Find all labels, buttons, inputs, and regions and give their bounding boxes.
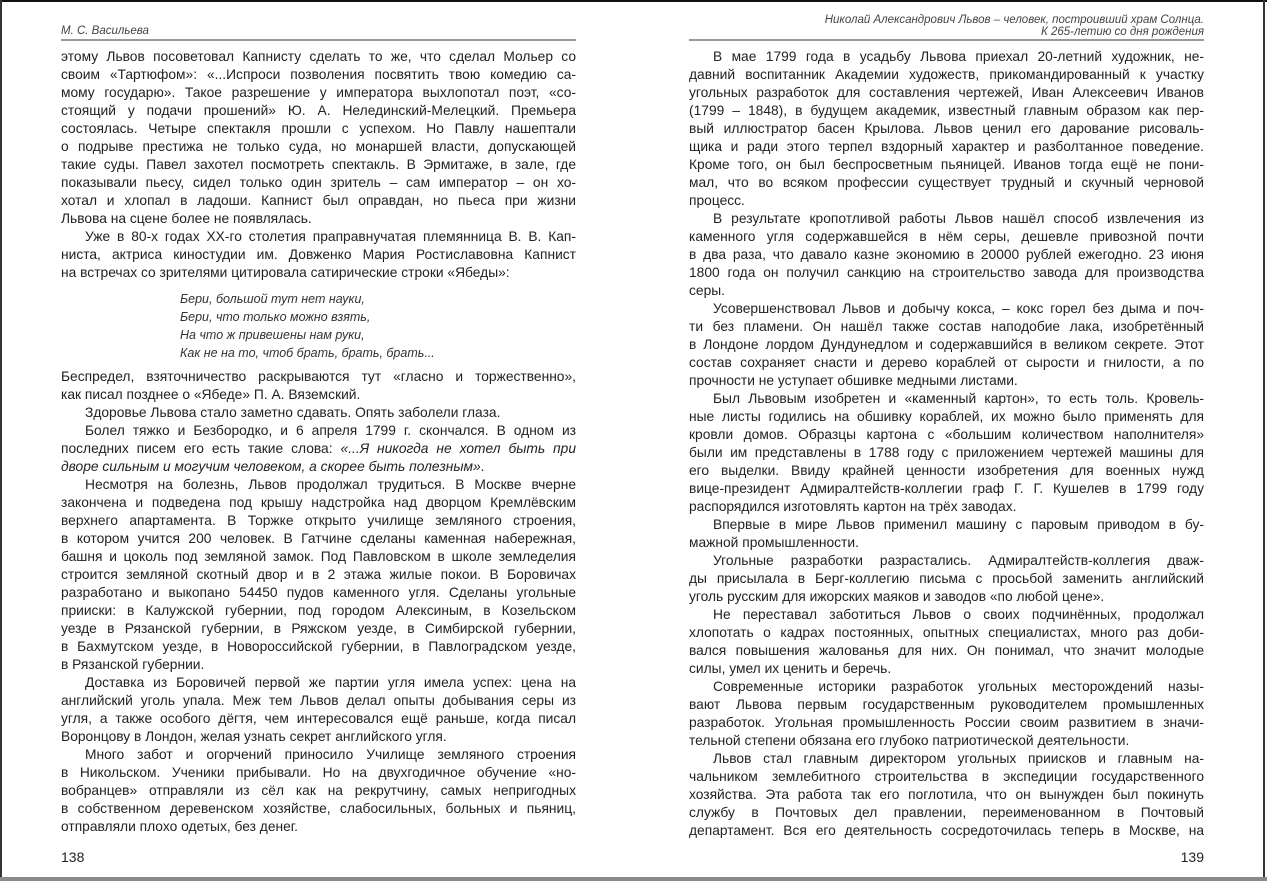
- text-line: английский уголь упала. Меж тем Львов делал опыты добывания серы из: [61, 693, 576, 708]
- text-line: хотал и хлопал в ладоши. Капнист был оправдан, но пьеса при жизни: [61, 193, 576, 208]
- paragraph: [689, 210, 1204, 300]
- text-line: серы.: [689, 283, 725, 298]
- text-line: башня и цоколь под земляной замок. Под Павловском в школе земледелия: [61, 549, 576, 564]
- window-right-border: [1263, 0, 1265, 881]
- italic-quote-segment: дворе сильным и могучим человеком, а скорее быть полезным»: [61, 459, 481, 474]
- text-line: закончена и подведена под крышу надстройка над дворцом Кремлёвским: [61, 495, 576, 510]
- text-line: Беспредел, взяточничество раскрываются тут «гласно и торжественно»,: [61, 369, 576, 384]
- text-line: Несмотря на болезнь, Львов продолжал трудиться. В Москве вчерне: [85, 477, 576, 492]
- page-number: 138: [61, 849, 85, 865]
- text-line: в два раза, что давало казне экономию в 20000 рублей ежегодно. 23 июня: [689, 247, 1204, 262]
- text-line: прочности не уступает обшивке медными листами.: [689, 373, 1018, 388]
- text-line: угольных разработок для составления чертежей, Иван Алексеевич Иванов: [689, 85, 1204, 100]
- text-line: Много забот и огорчений приносило Училище земляного строения: [85, 747, 576, 762]
- text-line: мал, что во всяком профессии существует трудный и скучный черновой: [689, 175, 1204, 190]
- text-line: в Лондоне лордом Дундунедлом и содержавшийся в великом секрете. Этот: [689, 337, 1204, 352]
- paragraph: [689, 300, 1204, 390]
- text-line: ные листы годились на обшивку кораблей, их можно было применять для: [689, 409, 1204, 424]
- text-line: верхнего апартамента. В Торжке открыто училище земляного строения,: [61, 513, 576, 528]
- text-line: уезде в Рязанской губернии, в Ряжском уезде, в Симбирской губернии,: [61, 621, 576, 636]
- text-line: состоялась. Четыре спектакля прошли с успехом. Но Павлу нашептали: [61, 121, 576, 136]
- text-line: вый иллюстратор басен Крылова. Львов ценил его дарование рисоваль-: [689, 121, 1204, 136]
- text-line: на встречах со зрителями цитировала сатирические строки «Ябеды»:: [61, 265, 510, 280]
- text-segment: последних писем его есть такие слова:: [61, 441, 341, 456]
- text-line: 1800 года он получил санкцию на строительство завода для производства: [689, 265, 1204, 280]
- text-line: ти без пламени. Он нашёл также состав наподобие лака, изобретённый: [689, 319, 1204, 334]
- poem-line: Бери, что только можно взять,: [180, 310, 371, 324]
- text-line: Угольные разработки разрастались. Адмиралтейств-коллегия дваж-: [713, 553, 1204, 568]
- page-right: [689, 0, 1204, 878]
- text-line: отправляли плохо одетых, без денег.: [61, 819, 298, 834]
- text-line: вают Львова первым государственным руководителем промышленных: [689, 697, 1204, 712]
- header-rule: [61, 39, 576, 41]
- paragraph: [689, 390, 1204, 516]
- running-head-author: М. С. Васильева: [61, 25, 149, 37]
- text-line: уголь русским для ижорских маяков и заводов «по любой цене».: [689, 589, 1105, 604]
- text-line: Усовершенствовал Львов и добычу кокса, – кокс горел без дыма и поч-: [713, 301, 1204, 316]
- text-line: вице-президент Адмиралтейств-коллегии граф Г. Г. Кушелев в 1799 году: [689, 481, 1204, 496]
- text-line: показывали пьесу, сидел только один зритель – сам император – он хо-: [61, 175, 576, 190]
- text-line: Здоровье Львова стало заметно сдавать. Опять заболели глаза.: [85, 405, 501, 420]
- text-line: разработано и выкопано 54450 пудов каменного угля. Сделаны угольные: [61, 585, 576, 600]
- paragraph: [61, 746, 576, 836]
- text-line: Болел тяжко и Безбородко, и 6 апреля 1799 г. скончался. В одном из: [85, 423, 576, 438]
- text-line: щика и ради этого терпел вздорный характер и разболтанное поведение.: [689, 139, 1204, 154]
- text-line: о подрыве престижа не только суда, но монаршей власти, допускающей: [61, 139, 576, 154]
- paragraph: [61, 476, 576, 674]
- text-line: в Рязанской губернии.: [61, 657, 205, 672]
- running-head-title-line: Николай Александрович Львов – человек, построивший храм Солнца.: [824, 14, 1204, 26]
- text-line: [61, 440, 576, 458]
- text-line: строится земляной скотный двор и в 2 этажа жилые покои. В Боровичах: [61, 567, 576, 582]
- text-line: ды присылала в Берг-коллегию письма с просьбой заменить английский: [689, 571, 1204, 586]
- text-line: прииски: в Калужской губернии, под городом Алексиным, в Козельском: [61, 603, 576, 618]
- text-line: стоящий у подачи прошений» Ю. А. Нелединский-Мелецкий. Премьера: [61, 103, 576, 118]
- text-line: были им представлены в 1788 году с приложением чертежей машины для: [689, 445, 1204, 460]
- text-line: мому государю». Такое разрешение у императора выхлопотал поэт, «со-: [61, 85, 576, 100]
- poem-quote: [180, 290, 576, 362]
- paragraph: [689, 606, 1204, 678]
- text-line: [61, 458, 576, 476]
- text-line: кровли домов. Образцы картона с «большим количеством наполнителя»: [689, 427, 1204, 442]
- text-line: состав сохраняет снасти и дерево кораблей от сырости и гнилости, а по: [689, 355, 1204, 370]
- text-segment: .: [480, 459, 485, 474]
- paragraph: [61, 422, 576, 476]
- text-line: Львова на сцене более не появлялась.: [61, 211, 312, 226]
- text-line: распорядился изготовлять картон на трёх заводах.: [689, 499, 1017, 514]
- text-line: своим «Тартюфом»: «...Испроси позволения посвятить твою комедию са-: [61, 67, 576, 82]
- text-line: давний воспитанник Академии художеств, прикомандированный к участку: [689, 67, 1204, 82]
- text-line: угля, а также особого дёгтя, чем интересовался ещё раньше, когда писал: [61, 711, 576, 726]
- page-number: 139: [1180, 849, 1204, 865]
- poem-line: Бери, большой тут нет науки,: [180, 292, 365, 306]
- text-line: в собственном деревенском хозяйстве, слабосильных, больных и пьяниц,: [61, 801, 576, 816]
- text-line: в Бахмутском уезде, в Новороссийской губернии, в Павлоградском уезде,: [61, 639, 576, 654]
- text-line: хлопотать о кадрах постоянных, опытных специалистах, много раз доби-: [689, 625, 1204, 640]
- text-line: Впервые в мире Львов применил машину с паровым приводом в бу-: [713, 517, 1204, 532]
- text-line: тельной степени обязана его глубоко патриотической деятельности.: [689, 733, 1130, 748]
- text-line: вобранцев» отправляли из сёл как на рекрутчину, самых непригодных: [61, 783, 576, 798]
- text-line: департамент. Вся его деятельность сосредоточилась теперь в Москве, на: [689, 823, 1204, 838]
- text-line: (1799 – 1848), в будущем академик, известный главным образом как пер-: [689, 103, 1204, 118]
- text-line: в котором учится 200 человек. В Гатчине сделаны каменная набережная,: [61, 531, 576, 546]
- paragraph: [61, 404, 576, 422]
- text-line: этому Львов посоветовал Капнисту сделать то же, что сделал Мольер со: [61, 49, 576, 64]
- poem-line: Как не на то, чтоб брать, брать, брать...: [180, 346, 435, 360]
- header-rule: [689, 39, 1204, 41]
- text-line: его выделки. Ввиду крайней ценности изобретения для военных нужд: [689, 463, 1204, 478]
- paragraph: [689, 552, 1204, 606]
- text-line: В результате кропотливой работы Львов нашёл способ извлечения из: [713, 211, 1204, 226]
- page-left: [61, 0, 576, 878]
- paragraph: [689, 678, 1204, 750]
- text-line: В мае 1799 года в усадьбу Львова приехал 20-летний художник, не-: [713, 49, 1204, 64]
- window-left-border: [0, 0, 2, 881]
- page-body: [689, 48, 1204, 840]
- text-line: Был Львовым изобретен и «каменный картон», то есть толь. Кровель-: [713, 391, 1204, 406]
- text-line: Не переставал заботиться Львов о своих подчинённых, продолжал: [713, 607, 1204, 622]
- text-line: разработок. Угольная промышленность России своим развитием в значи-: [689, 715, 1204, 730]
- paragraph: [61, 368, 576, 404]
- paragraph: [61, 674, 576, 746]
- text-line: чальником землебитного строительства в экспедиции государственного: [689, 769, 1204, 784]
- poem-line: На что ж привешены нам руки,: [180, 328, 365, 342]
- text-line: Воронцову в Лондон, желая узнать секрет английского угля.: [61, 729, 447, 744]
- text-line: Кроме того, он был беспросветным пьяницей. Иванов тогда ещё не пони-: [689, 157, 1204, 172]
- text-line: Львов стал главным директором угольных приисков и главным на-: [713, 751, 1204, 766]
- text-line: службу в Почтовых дел правлении, переименованном в Почтовый: [689, 805, 1204, 820]
- text-line: вался повышения жалованья для них. Он понимал, что значит молодые: [689, 643, 1204, 658]
- running-head-title: [689, 14, 1204, 38]
- text-line: такие суды. Павел захотел посмотреть спектакль. В Эрмитаже, в зале, где: [61, 157, 576, 172]
- text-line: как писал позднее о «Ябеде» П. А. Вяземский.: [61, 387, 361, 402]
- text-line: Уже в 80-х годах XX-го столетия праправнучатая племянница В. В. Кап-: [85, 229, 576, 244]
- text-line: процесс.: [689, 193, 745, 208]
- text-line: силы, умел их ценить и беречь.: [689, 661, 892, 676]
- paragraph: [61, 228, 576, 282]
- paragraph: [61, 48, 576, 228]
- text-line: ниста, актриса киностудии им. Довженко Мария Ростиславовна Капнист: [61, 247, 576, 262]
- text-line: каменного угля содержавшейся в нём серы, дешевле привозной почти: [689, 229, 1204, 244]
- text-line: в Никольском. Ученики прибывали. Но на двухгодичное обучение «но-: [61, 765, 576, 780]
- text-line: хозяйства. Эта работа так его поглотила, что он вынужден был покинуть: [689, 787, 1204, 802]
- text-line: Современные историки разработок угольных месторождений назы-: [713, 679, 1204, 694]
- text-line: мажной промышленности.: [689, 535, 859, 550]
- paragraph: [689, 516, 1204, 552]
- text-line: Доставка из Боровичей первой же партии угля имела успех: цена на: [85, 675, 576, 690]
- page-body: [61, 48, 576, 836]
- running-head-subtitle-line: К 265-летию со дня рождения: [1041, 26, 1204, 38]
- paragraph: [689, 750, 1204, 840]
- italic-quote-segment: «...Я никогда не хотел быть при: [340, 441, 576, 456]
- paragraph: [689, 48, 1204, 210]
